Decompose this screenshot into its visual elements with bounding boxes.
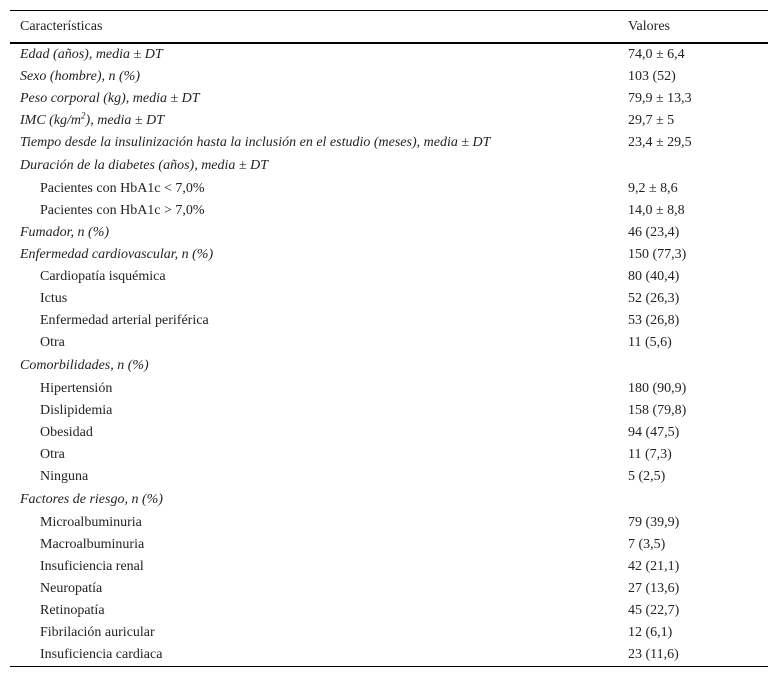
row-value: 52 (26,3) [628, 291, 680, 306]
table-row [10, 422, 768, 444]
row-label: Macroalbuminuria [40, 537, 145, 552]
row-value: 150 (77,3) [628, 247, 687, 262]
table-row [10, 288, 768, 310]
row-label: Pacientes con HbA1c < 7,0% [40, 181, 205, 196]
table-row [10, 222, 768, 244]
row-value: 5 (2,5) [628, 469, 666, 484]
characteristics-table [10, 10, 768, 667]
table-row [10, 400, 768, 422]
row-value: 11 (7,3) [628, 447, 672, 462]
row-value: 103 (52) [628, 69, 676, 84]
row-label: Ninguna [40, 469, 89, 484]
table-row [10, 534, 768, 556]
row-label: Enfermedad cardiovascular, n (%) [20, 247, 214, 262]
row-value: 23 (11,6) [628, 647, 679, 662]
row-label-superscript: 2 [81, 110, 86, 121]
row-value: 11 (5,6) [628, 335, 672, 350]
row-label: Edad (años), media ± DT [20, 47, 163, 62]
row-label: Microalbuminuria [40, 515, 142, 530]
row-label: Sexo (hombre), n (%) [20, 69, 140, 84]
row-label: Ictus [40, 291, 68, 306]
table-row [10, 266, 768, 288]
row-label: Tiempo desde la insulinización hasta la inclusión en el estudio (meses), media ± DT [20, 135, 491, 150]
row-value: 53 (26,8) [628, 313, 680, 328]
row-label-post: ), media ± DT [85, 113, 165, 128]
table-row [10, 578, 768, 600]
row-value: 94 (47,5) [628, 425, 680, 440]
row-value: 14,0 ± 8,8 [628, 203, 685, 218]
table-row [10, 556, 768, 578]
row-value [618, 154, 768, 178]
row-value: 158 (79,8) [628, 403, 687, 418]
row-value: 79,9 ± 13,3 [628, 91, 692, 106]
table-row [10, 600, 768, 622]
row-value: 7 (3,5) [628, 537, 666, 552]
row-value: 42 (21,1) [628, 559, 680, 574]
table-row [10, 444, 768, 466]
row-label: Insuficiencia cardiaca [40, 647, 163, 662]
row-value: 46 (23,4) [628, 225, 680, 240]
row-label [10, 110, 618, 132]
row-value: 27 (13,6) [628, 581, 680, 596]
table-row [10, 644, 768, 666]
table-row [10, 66, 768, 88]
table-header-row [10, 11, 768, 43]
row-label-pre: IMC (kg/m [20, 113, 82, 128]
table-row [10, 378, 768, 400]
section-row [10, 488, 768, 512]
row-label: Otra [40, 447, 65, 462]
row-value: 80 (40,4) [628, 269, 680, 284]
row-label: Retinopatía [40, 603, 105, 618]
table-row [10, 512, 768, 534]
section-label: Factores de riesgo, n (%) [20, 492, 163, 507]
table-row [10, 178, 768, 200]
header-characteristics: Características [10, 11, 618, 43]
row-value [618, 354, 768, 378]
row-value: 45 (22,7) [628, 603, 680, 618]
table-row [10, 43, 768, 66]
row-value: 79 (39,9) [628, 515, 680, 530]
table-row [10, 466, 768, 488]
row-value: 180 (90,9) [628, 381, 687, 396]
table-row [10, 110, 768, 132]
section-row [10, 354, 768, 378]
section-row [10, 154, 768, 178]
row-label: Fumador, n (%) [20, 225, 110, 240]
row-value [618, 488, 768, 512]
row-label: Cardiopatía isquémica [40, 269, 166, 284]
section-label: Comorbilidades, n (%) [20, 358, 149, 373]
header-values: Valores [618, 11, 768, 43]
row-value: 23,4 ± 29,5 [628, 135, 692, 150]
row-label: Fibrilación auricular [40, 625, 155, 640]
table-row [10, 332, 768, 354]
section-label: Duración de la diabetes (años), media ± DT [20, 158, 268, 173]
row-label: Hipertensión [40, 381, 113, 396]
row-value: 74,0 ± 6,4 [628, 47, 685, 62]
row-label: Peso corporal (kg), media ± DT [20, 91, 200, 106]
row-label: Insuficiencia renal [40, 559, 144, 574]
table-row [10, 244, 768, 266]
table-row [10, 132, 768, 154]
table-row [10, 622, 768, 644]
table-row [10, 88, 768, 110]
row-value: 29,7 ± 5 [628, 113, 675, 128]
row-label: Pacientes con HbA1c > 7,0% [40, 203, 205, 218]
row-value: 9,2 ± 8,6 [628, 181, 678, 196]
table-row [10, 310, 768, 332]
row-value: 12 (6,1) [628, 625, 673, 640]
row-label: Dislipidemia [40, 403, 113, 418]
row-label: Otra [40, 335, 65, 350]
table-row [10, 200, 768, 222]
row-label: Obesidad [40, 425, 93, 440]
row-label: Neuropatía [40, 581, 103, 596]
row-label: Enfermedad arterial periférica [40, 313, 209, 328]
